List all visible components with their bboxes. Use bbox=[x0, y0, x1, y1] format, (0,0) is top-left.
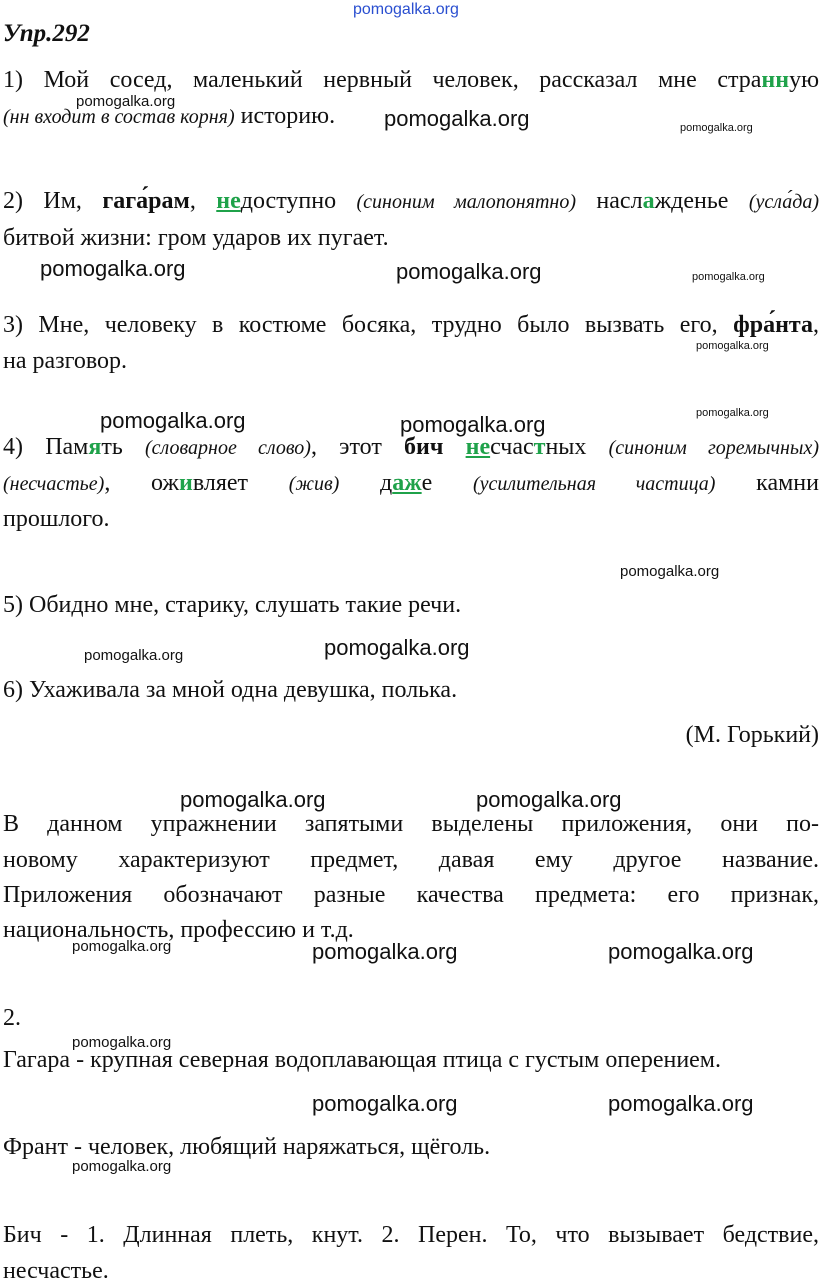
watermark: pomogalka.org bbox=[696, 340, 769, 352]
note: (нн входит в состав корня) bbox=[3, 106, 235, 128]
sentence-3-line-1: 3) Мне, человеку в костюме босяка, трудно было вызвать его, фра́нта, bbox=[3, 312, 819, 338]
watermark: pomogalka.org bbox=[696, 407, 769, 419]
watermark: pomogalka.org bbox=[608, 1091, 754, 1116]
sentence-1-line-1: 1) Мой сосед, маленький нервный человек, рассказал мне странную bbox=[3, 67, 819, 93]
watermark: pomogalka.org bbox=[324, 635, 470, 660]
definition-frant: Франт - человек, любящий наряжаться, щёголь. bbox=[3, 1134, 491, 1160]
watermark: pomogalka.org bbox=[608, 939, 754, 964]
sentence-4-line-3: прошлого. bbox=[3, 506, 110, 532]
watermark: pomogalka.org bbox=[476, 787, 622, 812]
watermark: pomogalka.org bbox=[180, 787, 326, 812]
watermark: pomogalka.org bbox=[76, 93, 176, 110]
sentence-2-line-1: 2) Им, гага́рам, недоступно (синоним малопонятно) наслажденье (усла́да) bbox=[3, 188, 820, 214]
explanation-line-1: В данном упражнении запятыми выделены приложения, они по- bbox=[3, 811, 819, 837]
watermark: pomogalka.org bbox=[400, 412, 546, 437]
definition-bich-line-1: Бич - 1. Длинная плеть, кнут. 2. Перен. То, что вызывает бедствие, bbox=[3, 1222, 819, 1248]
watermark: pomogalka.org bbox=[100, 408, 246, 433]
sentence-5: 5) Обидно мне, старику, слушать такие речи. bbox=[3, 592, 462, 618]
sentence-4-line-2: (несчастье), оживляет (жив) даже (усилительная частица) камни bbox=[3, 470, 819, 496]
sentence-4-line-1: 4) Память (словарное слово), этот бич несчастных (синоним горемычных) bbox=[3, 434, 819, 460]
definition-bich-line-2: несчастье. bbox=[3, 1258, 109, 1284]
exercise-title: Упр.292 bbox=[3, 20, 90, 47]
watermark: pomogalka.org bbox=[40, 256, 186, 281]
watermark: pomogalka.org bbox=[72, 938, 172, 955]
sentence-2-line-2: битвой жизни: гром ударов их пугает. bbox=[3, 225, 389, 251]
watermark: pomogalka.org bbox=[84, 647, 184, 664]
sentence-3-line-2: на разговор. bbox=[3, 348, 128, 374]
author: (М. Горький) bbox=[685, 722, 819, 748]
watermark: pomogalka.org bbox=[72, 1034, 172, 1051]
watermark: pomogalka.org bbox=[692, 271, 765, 283]
explanation-line-3: Приложения обозначают разные качества предмета: его признак, bbox=[3, 882, 819, 908]
explanation-line-2: новому характеризуют предмет, давая ему другое название. bbox=[3, 847, 819, 873]
watermark: pomogalka.org bbox=[620, 563, 720, 580]
explanation-line-4: национальность, профессию и т.д. bbox=[3, 917, 354, 943]
watermark: pomogalka.org bbox=[312, 1091, 458, 1116]
top-watermark: pomogalka.org bbox=[353, 1, 459, 18]
watermark: pomogalka.org bbox=[312, 939, 458, 964]
watermark: pomogalka.org bbox=[396, 259, 542, 284]
watermark: pomogalka.org bbox=[680, 122, 753, 134]
part-2-number: 2. bbox=[3, 1005, 21, 1031]
definition-gagara: Гагара - крупная северная водоплавающая птица с густым оперением. bbox=[3, 1047, 721, 1073]
sentence-1-line-2: (нн входит в состав корня) историю. bbox=[3, 103, 336, 129]
watermark: pomogalka.org bbox=[384, 106, 530, 131]
sentence-6: 6) Ухаживала за мной одна девушка, полька. bbox=[3, 677, 458, 703]
watermark: pomogalka.org bbox=[72, 1158, 172, 1175]
